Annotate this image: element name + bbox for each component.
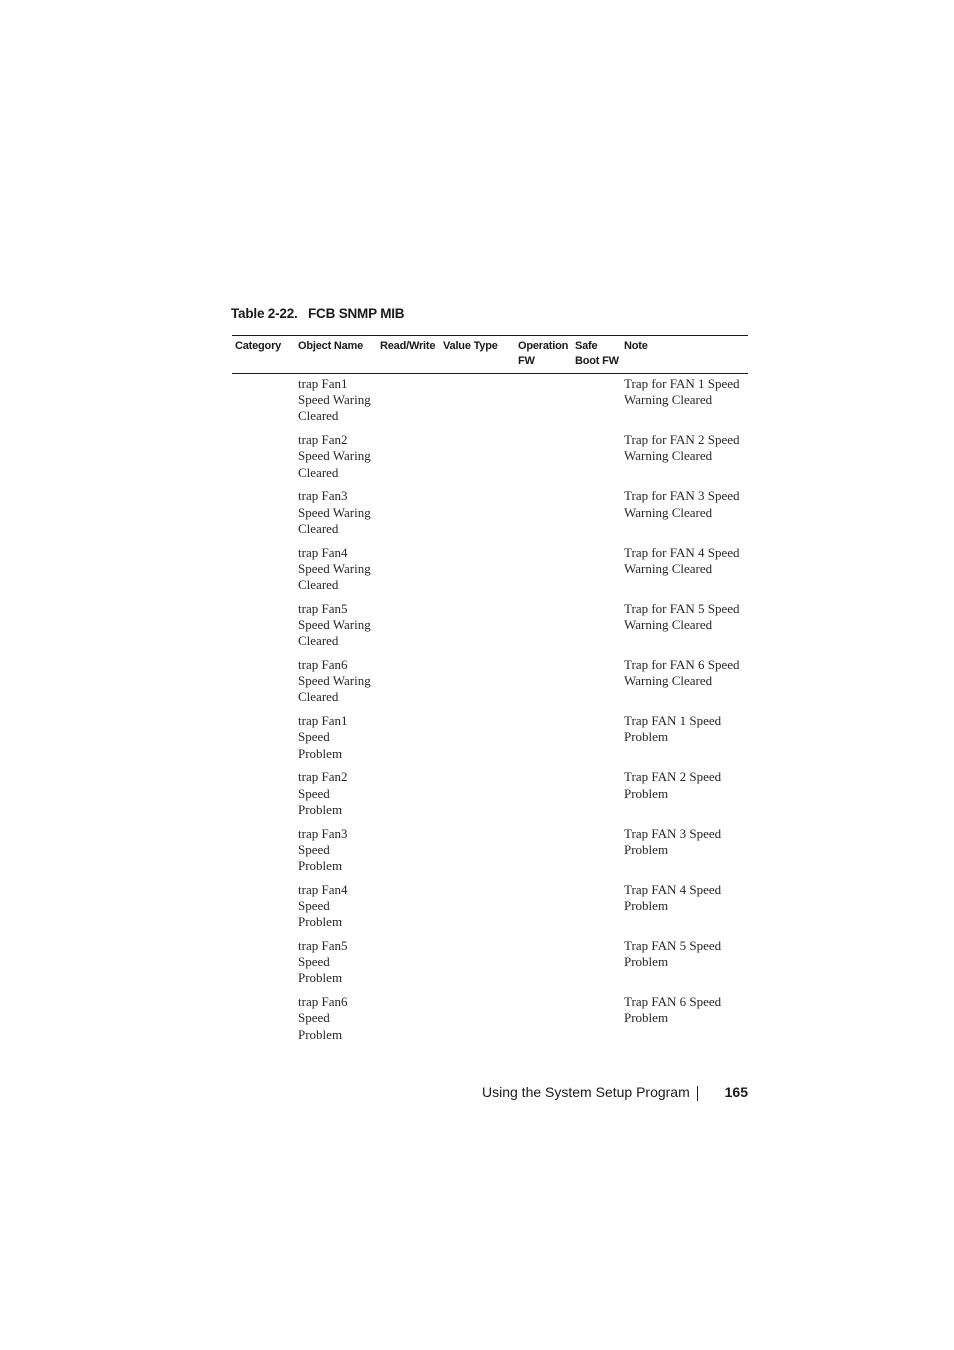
- note-cell: Trap FAN 1 Speed Problem: [624, 713, 722, 745]
- note-cell: Trap FAN 2 Speed Problem: [624, 769, 722, 801]
- object-name-cell: trap Fan1 Speed Problem: [298, 713, 348, 761]
- header-value-type: Value Type: [443, 340, 498, 352]
- note-cell: Trap FAN 6 Speed Problem: [624, 994, 722, 1026]
- table-row: [0, 713, 954, 769]
- note-cell: Trap for FAN 2 Speed Warning Cleared: [624, 432, 740, 464]
- note-cell: Trap FAN 5 Speed Problem: [624, 938, 722, 970]
- header-read-write: Read/Write: [380, 340, 436, 352]
- header-object-name: Object Name: [298, 340, 364, 352]
- header-operation-fw: Operation FW: [518, 340, 569, 367]
- footer-separator: [697, 1086, 698, 1101]
- table-row: [0, 376, 954, 432]
- footer-section-title: Using the System Setup Program: [482, 1084, 690, 1100]
- table-row: [0, 488, 954, 544]
- table-number: Table 2-22.: [231, 306, 298, 321]
- note-cell: Trap for FAN 5 Speed Warning Cleared: [624, 600, 740, 632]
- table-title: FCB SNMP MIB: [308, 306, 405, 321]
- object-name-cell: trap Fan2 Speed Waring Cleared: [298, 432, 371, 480]
- object-name-cell: trap Fan1 Speed Waring Cleared: [298, 376, 371, 424]
- object-name-cell: trap Fan5 Speed Problem: [298, 938, 348, 986]
- object-name-cell: trap Fan3 Speed Problem: [298, 825, 348, 873]
- note-cell: Trap FAN 3 Speed Problem: [624, 825, 722, 857]
- table-row: [0, 657, 954, 713]
- object-name-cell: trap Fan5 Speed Waring Cleared: [298, 600, 371, 649]
- object-name-cell: trap Fan2 Speed Problem: [298, 769, 348, 817]
- object-name-cell: trap Fan6 Speed Waring Cleared: [298, 657, 371, 705]
- table-row: [0, 938, 954, 994]
- note-cell: Trap for FAN 4 Speed Warning Cleared: [624, 544, 740, 576]
- header-category: Category: [235, 340, 282, 352]
- table-row: [0, 882, 954, 938]
- page-number: 165: [724, 1084, 748, 1100]
- object-name-cell: trap Fan3 Speed Waring Cleared: [298, 488, 371, 536]
- header-safe-boot-fw: Safe Boot FW: [575, 340, 619, 367]
- object-name-cell: trap Fan4 Speed Problem: [298, 881, 348, 930]
- note-cell: Trap for FAN 6 Speed Warning Cleared: [624, 657, 740, 689]
- table-row: [0, 994, 954, 1050]
- table-caption: [231, 306, 404, 321]
- object-name-cell: trap Fan6 Speed Problem: [298, 994, 348, 1042]
- header-bottom-rule: [232, 373, 748, 374]
- table-row: [0, 826, 954, 882]
- note-cell: Trap for FAN 1 Speed Warning Cleared: [624, 376, 740, 408]
- table-row: [0, 769, 954, 825]
- note-cell: Trap for FAN 3 Speed Warning Cleared: [624, 488, 740, 520]
- object-name-cell: trap Fan4 Speed Waring Cleared: [298, 544, 371, 592]
- note-cell: Trap FAN 4 Speed Problem: [624, 881, 722, 913]
- header-note: Note: [624, 340, 648, 352]
- table-top-rule: [232, 335, 748, 336]
- table-row: [0, 545, 954, 601]
- table-row: [0, 432, 954, 488]
- table-row: [0, 601, 954, 657]
